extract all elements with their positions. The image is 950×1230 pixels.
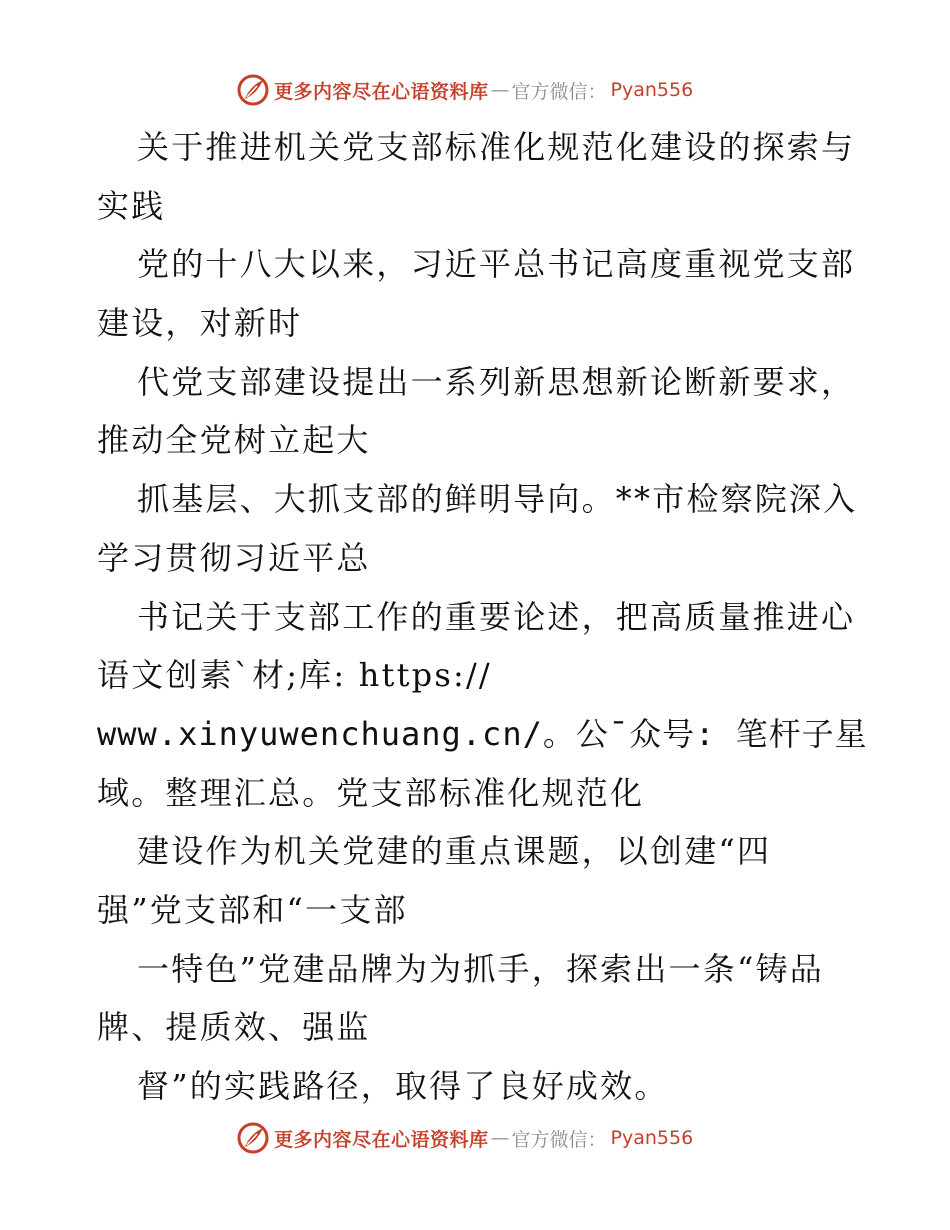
quill-logo-icon	[236, 73, 270, 107]
doc-line: 抓基层、大抓支部的鲜明导向。**市检察院深入	[137, 480, 858, 519]
doc-line: 代党支部建设提出一系列新思想新论断新要求，	[137, 362, 856, 401]
doc-line: 书记关于支部工作的重要论述，把高质量推进心	[137, 597, 856, 636]
document-body	[97, 118, 887, 1116]
doc-line: 域。整理汇总。党支部标准化规范化	[97, 773, 645, 812]
doc-line: 推动全党树立起大	[97, 421, 371, 460]
doc-line: 语文创素`材;库: https://	[97, 656, 492, 695]
doc-title-line-1: 关于推进机关党支部标准化规范化建设的探索与	[137, 128, 856, 166]
doc-line: 督”的实践路径，取得了良好成效。	[137, 1067, 669, 1105]
banner-wechat-id: Pyan556	[610, 79, 694, 101]
doc-line: 一特色”党建品牌为为抓手，探索出一条“铸品	[137, 949, 824, 988]
banner-wechat-id: Pyan556	[610, 1127, 694, 1149]
banner-dash: —	[490, 79, 510, 101]
banner-main-text: 更多内容尽在心语资料库	[274, 1128, 489, 1151]
doc-line-url: www.xinyuwenchuang.cn/。公¯众号: 笔杆子星	[97, 714, 868, 753]
banner-wechat-label: 官方微信：	[511, 80, 607, 103]
quill-logo-icon	[236, 1121, 270, 1155]
footer-banner	[236, 1118, 693, 1158]
banner-dash: —	[490, 1127, 510, 1149]
banner-main-text: 更多内容尽在心语资料库	[274, 80, 489, 103]
doc-line: 学习贯彻习近平总	[97, 538, 371, 577]
header-banner	[236, 70, 693, 110]
doc-line: 建设作为机关党建的重点课题，以创建“四	[137, 832, 772, 871]
doc-line: 强”党支部和“一支部	[97, 890, 408, 929]
doc-line: 党的十八大以来，习近平总书记高度重视党支部	[137, 245, 856, 284]
doc-title-line-2: 实践	[97, 186, 166, 225]
doc-line: 牌、提质效、强监	[97, 1008, 371, 1047]
banner-wechat-label: 官方微信：	[511, 1128, 607, 1151]
doc-line: 建设，对新时	[97, 304, 303, 343]
